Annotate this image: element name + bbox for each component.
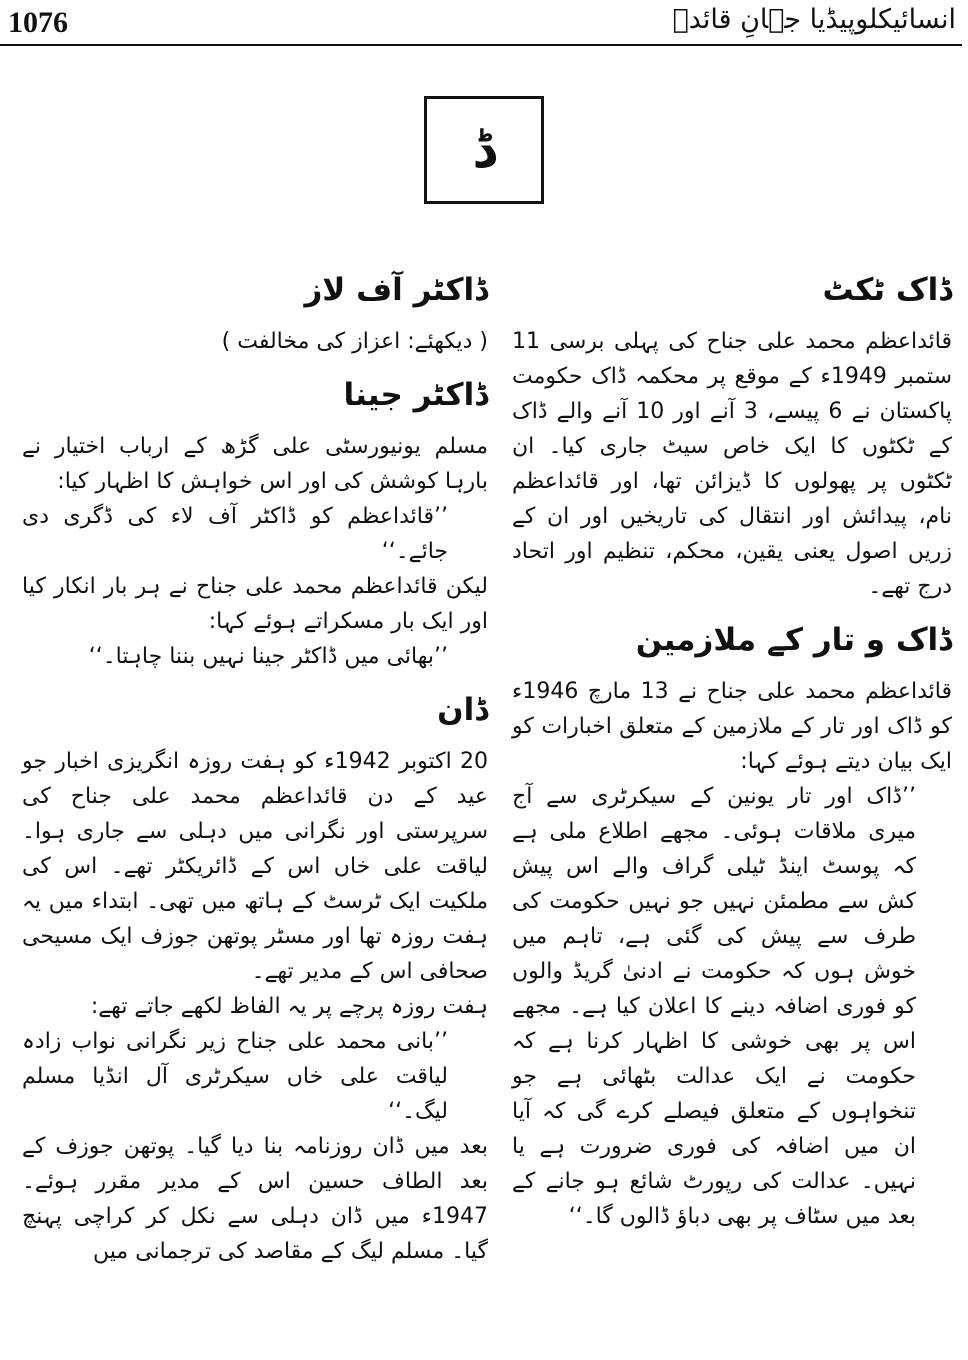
page-header [0, 0, 968, 46]
left-column [22, 270, 488, 1285]
entry-doctor-jinnah [22, 375, 488, 674]
entry-doctor-of-laws [22, 270, 488, 359]
page-number: 1076 [8, 6, 68, 39]
entry-quote: ’’قائداعظم کو ڈاکٹر آف لاء کی ڈگری دی جائے۔‘‘ [22, 504, 448, 564]
right-column [512, 270, 952, 1250]
entry-paragraph: ہفت روزہ پرچے پر یہ الفاظ لکھے جاتے تھے: [90, 994, 488, 1019]
header-rule [0, 44, 962, 46]
entry-paragraph: قائداعظم محمد علی جناح نے 13 مارچ 1946ء کو ڈاک اور تار کے ملازمین کے متعلق اخبارات کو ایک بیان دیتے ہوئے کہا: [512, 679, 952, 774]
entry-heading: ڈاکٹر آف لاز [304, 272, 488, 308]
entry-postage-stamp [512, 270, 952, 604]
entry-dawn [22, 690, 488, 1269]
running-title: انسائیکلوپیڈیا جہانِ قائدؒ [672, 4, 956, 35]
entry-heading: ڈاکٹر جینا [343, 377, 488, 413]
section-letter: ڈ [472, 120, 496, 180]
entry-paragraph: بعد میں ڈان روزنامہ بنا دیا گیا۔ پوتھن جوزف کے بعد الطاف حسین اس کے مدیر مقرر ہوئے۔ 1947ء میں ڈان دہلی سے نکل کر کراچی پہنچ گیا۔ مسلم لیگ کے مقاصد کی ترجمانی میں [22, 1134, 488, 1264]
entry-paragraph: 20 اکتوبر 1942ء کو ہفت روزہ انگریزی اخبار جو عید کے دن قائداعظم محمد علی جناح کی سرپرستی اور نگرانی میں دہلی سے جاری ہوا۔ لیاقت علی خاں اس کے ڈائریکٹر تھے۔ اس کی ملکیت ایک ٹرسٹ کے ہاتھ میں تھی۔ ابتداء میں یہ ہفت روزہ تھا اور مسٹر پوتھن جوزف ایک مسیحی صحافی اس کے مدیر تھے۔ [22, 749, 488, 984]
entry-paragraph: لیکن قائداعظم محمد علی جناح نے ہر بار انکار کیا اور ایک بار مسکراتے ہوئے کہا: [22, 574, 488, 634]
entry-quote: ’’ڈاک اور تار یونین کے سیکرٹری سے آج میری ملاقات ہوئی۔ مجھے اطلاع ملی ہے کہ پوسٹ اینڈ ٹیلی گراف والے اس پیش کش سے مطمئن نہیں جو نہیں حکومت کی طرف سے پیش کی گئی ہے، تاہم میں خوش ہوں کہ حکومت نے ادنیٰ گریڈ والوں کو فوری اضافہ دینے کا اعلان کیا ہے۔ مجھے اس پر بھی خوشی کا اظہار کرنا ہے کہ حکومت نے ایک عدالت بٹھائی ہے جو تنخواہوں کے متعلق فیصلے کرے گی کہ آیا ان میں اضافہ کی فوری ضرورت ہے یا نہیں۔ عدالت کی رپورٹ شائع ہو جانے کے بعد میں سٹاف پر بھی دباؤ ڈالوں گا۔‘‘ [512, 784, 916, 1229]
entry-paragraph: مسلم یونیورسٹی علی گڑھ کے ارباب اختیار نے بارہا کوشش کی اور اس خواہش کا اظہار کیا: [22, 434, 488, 494]
entry-heading: ڈان [437, 692, 488, 728]
entry-quote: ’’بھائی میں ڈاکٹر جینا نہیں بننا چاہتا۔‘‘ [88, 644, 448, 669]
entry-post-telegraph-employees [512, 620, 952, 1234]
section-letter-box [424, 96, 544, 204]
entry-quote: ’’بانی محمد علی جناح زیر نگرانی نواب زادہ لیاقت علی خاں سیکرٹری آل انڈیا مسلم لیگ۔‘‘ [22, 1029, 448, 1124]
see-also-reference: ( دیکھئے: اعزاز کی مخالفت ) [221, 329, 488, 354]
entry-heading: ڈاک ٹکٹ [822, 272, 952, 308]
entry-heading: ڈاک و تار کے ملازمین [635, 622, 952, 658]
entry-paragraph: قائداعظم محمد علی جناح کی پہلی برسی 11 ستمبر 1949ء کے موقع پر محکمہ ڈاک حکومت پاکستان نے 6 پیسے، 3 آنے اور 10 آنے والے ڈاک کے ٹکٹوں کا ایک خاص سیٹ جاری کیا۔ ان ٹکٹوں پر پھولوں کا ڈیزائن تھا، اور قائداعظم نام، پیدائش اور انتقال کی تاریخیں اور ان کے زریں اصول یعنی یقین، محکم، تنظیم اور اتحاد درج تھے۔ [512, 329, 953, 599]
